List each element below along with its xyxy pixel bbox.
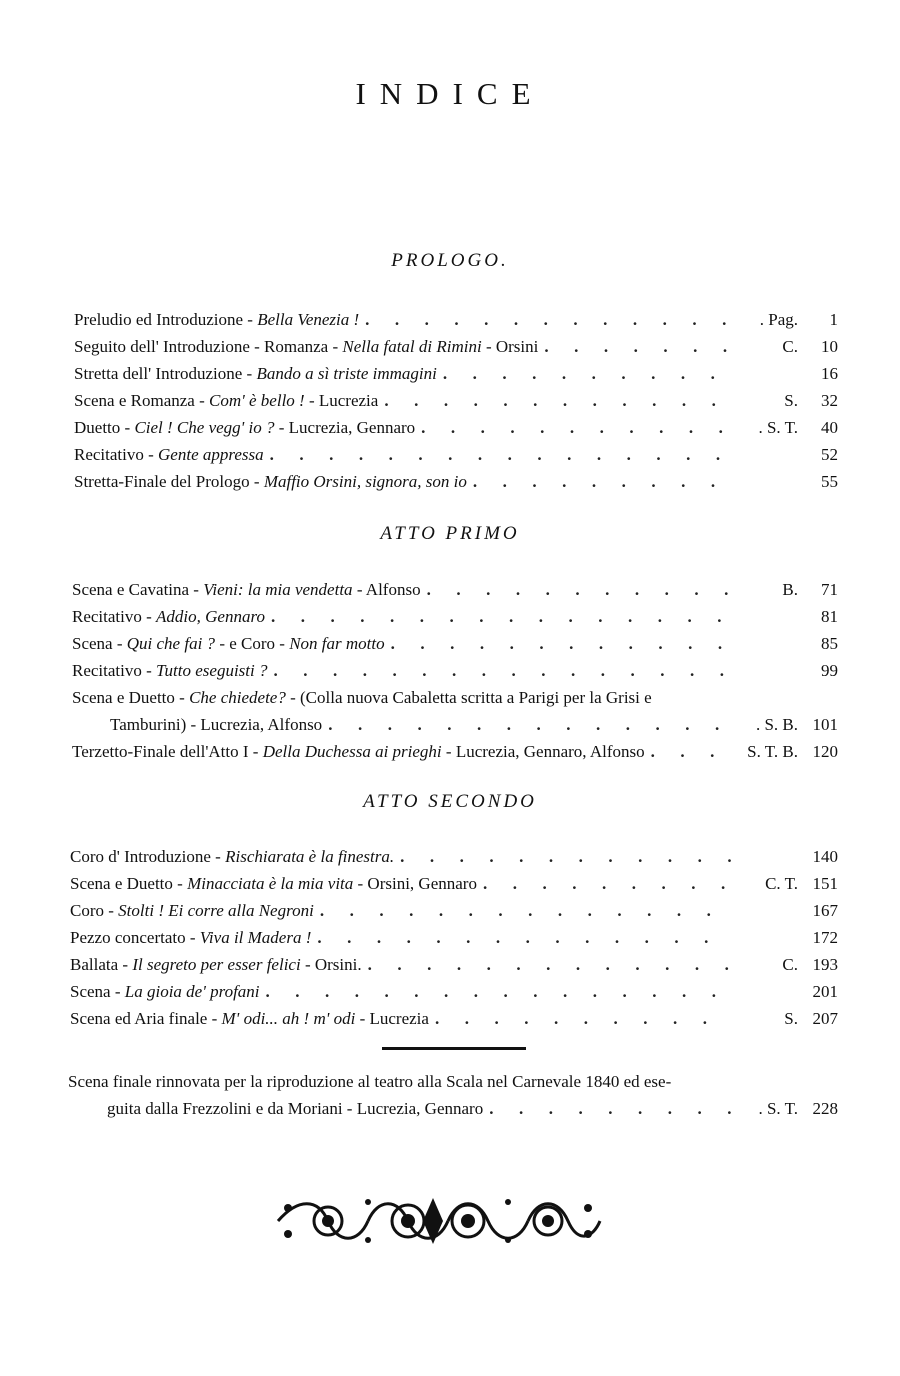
- index-entry: [70, 897, 838, 924]
- entry-voices: C.: [782, 955, 798, 974]
- entry-page-number: 120: [812, 742, 838, 761]
- section-heading-atto-primo: ATTO PRIMO: [380, 523, 520, 544]
- index-entry: [70, 924, 838, 951]
- entry-voices: S.: [784, 1009, 798, 1028]
- index-entry: [70, 978, 838, 1005]
- section-heading-atto-secondo: ATTO SECONDO: [363, 791, 537, 812]
- entry-title: Recitativo - Gente appressa: [74, 445, 264, 464]
- section-heading-prologo: PROLOGO.: [391, 250, 509, 271]
- entry-page-number: 40: [821, 418, 838, 437]
- index-entry: [72, 684, 838, 711]
- index-entry: [72, 738, 838, 765]
- entry-page-number: 151: [812, 874, 838, 893]
- entry-title: Recitativo - Addio, Gennaro: [72, 607, 265, 626]
- index-entry: [72, 603, 838, 630]
- index-entry: [70, 843, 838, 870]
- entry-voices: S.: [784, 391, 798, 410]
- index-entry: [72, 576, 838, 603]
- appendix-line-2: guita dalla Frezzolini e da Moriani - Lucrezia, Gennaro . . S. T. 228: [107, 1095, 838, 1122]
- index-entry: [72, 657, 838, 684]
- separator-rule: [382, 1047, 526, 1050]
- entry-title: Seguito dell' Introduzione - Romanza - Nella fatal di Rimini - Orsini: [74, 337, 539, 356]
- entry-page-number: 71: [821, 580, 838, 599]
- entry-page-number: 1: [829, 310, 838, 329]
- entry-page-number: 201: [812, 982, 838, 1001]
- entry-title: Coro - Stolti ! Ei corre alla Negroni: [70, 901, 314, 920]
- index-entry: [70, 870, 838, 897]
- entry-page-number: 52: [821, 445, 838, 464]
- entry-voices: C.: [782, 337, 798, 356]
- index-entry: [74, 306, 838, 333]
- entry-title: Scena - La gioia de' profani: [70, 982, 260, 1001]
- entry-title: Scena e Duetto - Che chiedete? - (Colla nuova Cabaletta scritta a Parigi per la Grisi e: [72, 688, 652, 707]
- index-entry: [74, 468, 838, 495]
- index-entry: [74, 414, 838, 441]
- entry-title: Coro d' Introduzione - Rischiarata è la finestra.: [70, 847, 395, 866]
- index-entry: [70, 951, 838, 978]
- entry-title: Scena e Romanza - Com' è bello ! - Lucrezia: [74, 391, 379, 410]
- entry-title: Scena - Qui che fai ? - e Coro - Non far motto: [72, 634, 385, 653]
- index-entry: [70, 1005, 838, 1032]
- entry-title: Ballata - Il segreto per esser felici - Orsini.: [70, 955, 362, 974]
- entry-page-number: 172: [812, 928, 838, 947]
- entry-page-number: 140: [812, 847, 838, 866]
- entry-title: Preludio ed Introduzione - Bella Venezia !: [74, 310, 360, 329]
- entry-page-number: 32: [821, 391, 838, 410]
- entry-title: Scena e Duetto - Minacciata è la mia vita - Orsini, Gennaro: [70, 874, 477, 893]
- entry-title: Scena e Cavatina - Vieni: la mia vendetta - Alfonso: [72, 580, 421, 599]
- entry-title: Stretta dell' Introduzione - Bando a sì triste immagini: [74, 364, 437, 383]
- entry-title: Terzetto-Finale dell'Atto I - Della Duchessa ai prieghi - Lucrezia, Gennaro, Alfonso: [72, 742, 645, 761]
- appendix-line-1: Scena finale rinnovata per la riproduzione al teatro alla Scala nel Carnevale 1840 ed ese-: [68, 1072, 672, 1091]
- entry-title: Scena ed Aria finale - M' odi... ah ! m' odi - Lucrezia: [70, 1009, 429, 1028]
- entry-page-number: 55: [821, 472, 838, 491]
- entry-page-number: 207: [812, 1009, 838, 1028]
- index-entry: [72, 630, 838, 657]
- entry-page-number: 101: [812, 715, 838, 734]
- entry-voices: B.: [782, 580, 798, 599]
- entry-page-number: 99: [821, 661, 838, 680]
- page-title: INDICE: [355, 76, 545, 111]
- entry-page-number: 81: [821, 607, 838, 626]
- entry-voices: S. T. B.: [747, 742, 798, 761]
- entry-page-number: 10: [821, 337, 838, 356]
- entry-title: Recitativo - Tutto eseguisti ?: [72, 661, 268, 680]
- entry-page-number: 85: [821, 634, 838, 653]
- entry-title: Stretta-Finale del Prologo - Maffio Orsini, signora, son io: [74, 472, 467, 491]
- entry-voices: . S. T.: [758, 418, 798, 437]
- index-entry-continuation: Tamburini) - Lucrezia, Alfonso . . S. B. 101: [110, 711, 838, 738]
- entry-page-number: 16: [821, 364, 838, 383]
- entry-page-number: 167: [812, 901, 838, 920]
- entry-voices: . Pag.: [759, 310, 798, 329]
- floral-ornament-icon: [268, 1188, 608, 1254]
- index-entry: [74, 387, 838, 414]
- index-entry: [74, 441, 838, 468]
- entry-title: Duetto - Ciel ! Che vegg' io ? - Lucrezia, Gennaro: [74, 418, 416, 437]
- entry-title: Pezzo concertato - Viva il Madera !: [70, 928, 312, 947]
- entry-voices: . S. B.: [755, 715, 798, 734]
- entry-page-number: 193: [812, 955, 838, 974]
- index-entry: [74, 333, 838, 360]
- entry-voices: C. T.: [765, 874, 798, 893]
- index-entry: [74, 360, 838, 387]
